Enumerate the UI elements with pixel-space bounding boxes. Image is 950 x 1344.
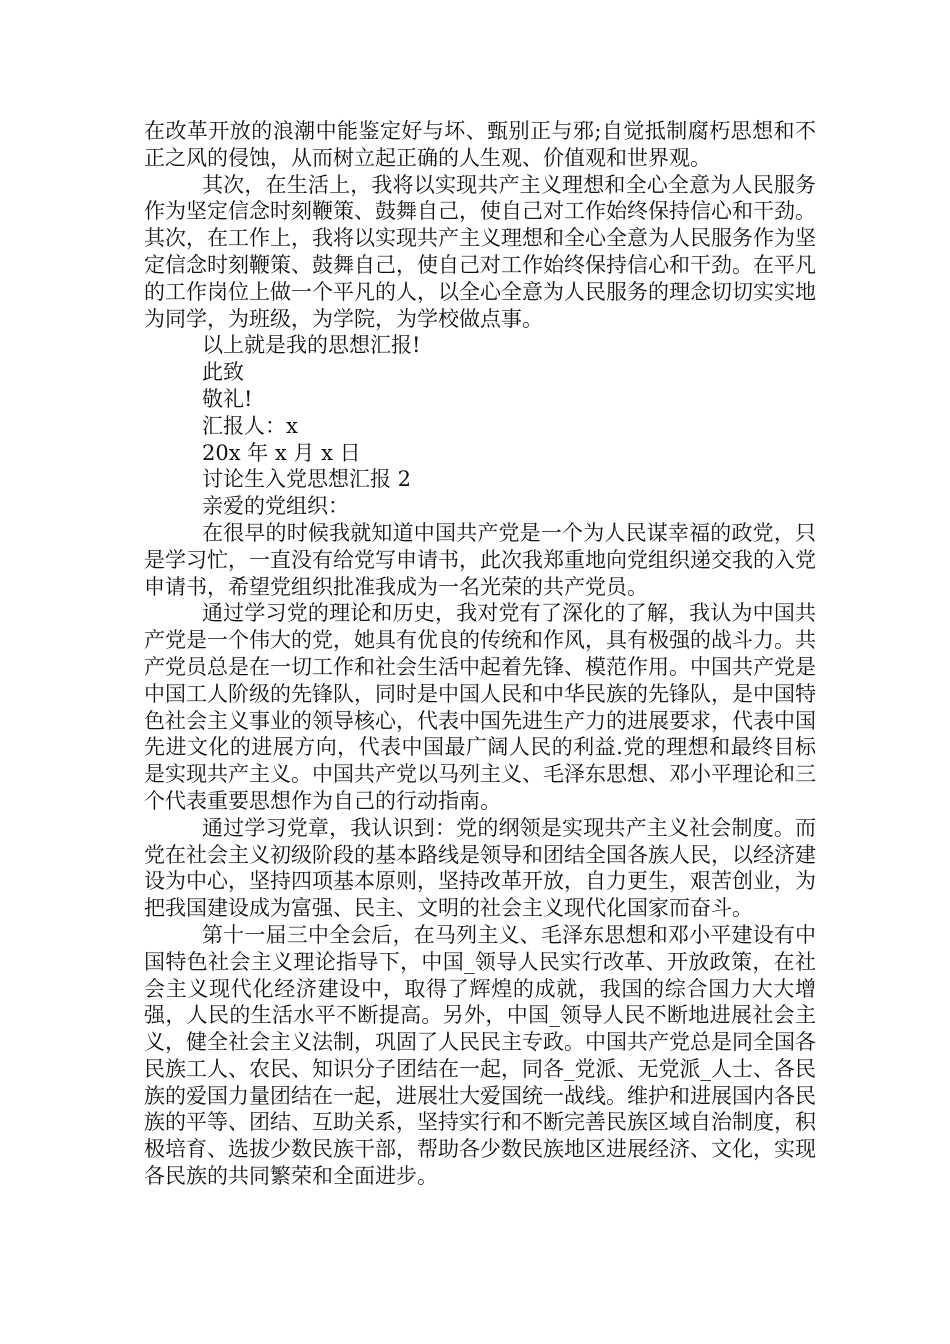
salutation-cizhi: 此致 [202,360,244,385]
document-page [144,118,816,1190]
paragraph-closing-continuation: 在改革开放的浪潮中能鉴定好与坏、甄别正与邪;自觉抵制腐朽思想和不正之风的侵蚀，从而树立起正确的人生观、价值观和世界观。 [144,119,816,170]
paragraph-reform-history: 第十一届三中全会后，在马列主义、毛泽东思想和邓小平建设有中国特色社会主义理论指导下，中国_领导人民实行改革、开放政策，在社会主义现代化经济建设中，取得了辉煌的成就，我国的综合国力大大增强，人民的生活水平不断提高。另外，中国_领导人民不断地进展社会主义，健全社会主义法制，巩固了人民民主专政。中国共产党总是同全国各民族工人、农民、知识分子团结在一起，同各_党派、无党派_人士、各民族的爱国力量团结在一起，进展壮大爱国统一战线。维护和进展国内各民族的平等、团结、互助关系，坚持实行和不断完善民族区域自治制度，积极培育、选拔少数民族干部，帮助各少数民族地区进展经济、文化，实现各民族的共同繁荣和全面进步。 [144,922,816,1189]
paragraph-application: 在很早的时候我就知道中国共产党是一个为人民谋幸福的政党，只是学习忙，一直没有给党写申请书，此次我郑重地向党组织递交我的入党申请书，希望党组织批准我成为一名光荣的共产党员。 [144,520,816,599]
paragraph-party-constitution: 通过学习党章，我认识到：党的纲领是实现共产主义社会制度。而党在社会主义初级阶段的基本路线是领导和团结全国各族人民，以经济建设为中心，坚持四项基本原则，坚持改革开放，自力更生，艰苦创业，为把我国建设成为富强、民主、文明的社会主义现代化国家而奋斗。 [144,815,816,921]
greeting: 亲爱的党组织： [202,494,349,519]
paragraph-life-and-work: 其次，在生活上，我将以实现共产主义理想和全心全意为人民服务作为坚定信念时刻鞭策、鼓舞自己，使自己对工作始终保持信心和干劲。其次，在工作上，我将以实现共产主义理想和全心全意为人民服务作为坚定信念时刻鞭策、鼓舞自己，使自己对工作始终保持信心和干劲。在平凡的工作岗位上做一个平凡的人，以全心全意为人民服务的理念切切实实地为同学，为班级，为学院，为学校做点事。 [144,172,816,331]
paragraph-party-theory: 通过学习党的理论和历史，我对党有了深化的了解，我认为中国共产党是一个伟大的党，她具有优良的传统和作风，具有极强的战斗力。共产党员总是在一切工作和社会生活中起着先锋、模范作用。中国共产党是中国工人阶级的先锋队，同时是中国人民和中华民族的先锋队，是中国特色社会主义事业的领导核心，代表中国先进生产力的进展要求，代表中国先进文化的进展方向，代表中国最广阔人民的利益.党的理想和最终目标是实现共产主义。中国共产党以马列主义、毛泽东思想、邓小平理论和三个代表重要思想作为自己的行动指南。 [144,601,816,813]
report-date: 20x 年 x 月 x 日 [202,440,361,465]
reporter-name: 汇报人：x [202,413,298,438]
salutation-jingli: 敬礼! [202,386,253,411]
closing-line: 以上就是我的思想汇报! [202,333,421,358]
section-title: 讨论生入党思想汇报 2 [202,467,412,492]
